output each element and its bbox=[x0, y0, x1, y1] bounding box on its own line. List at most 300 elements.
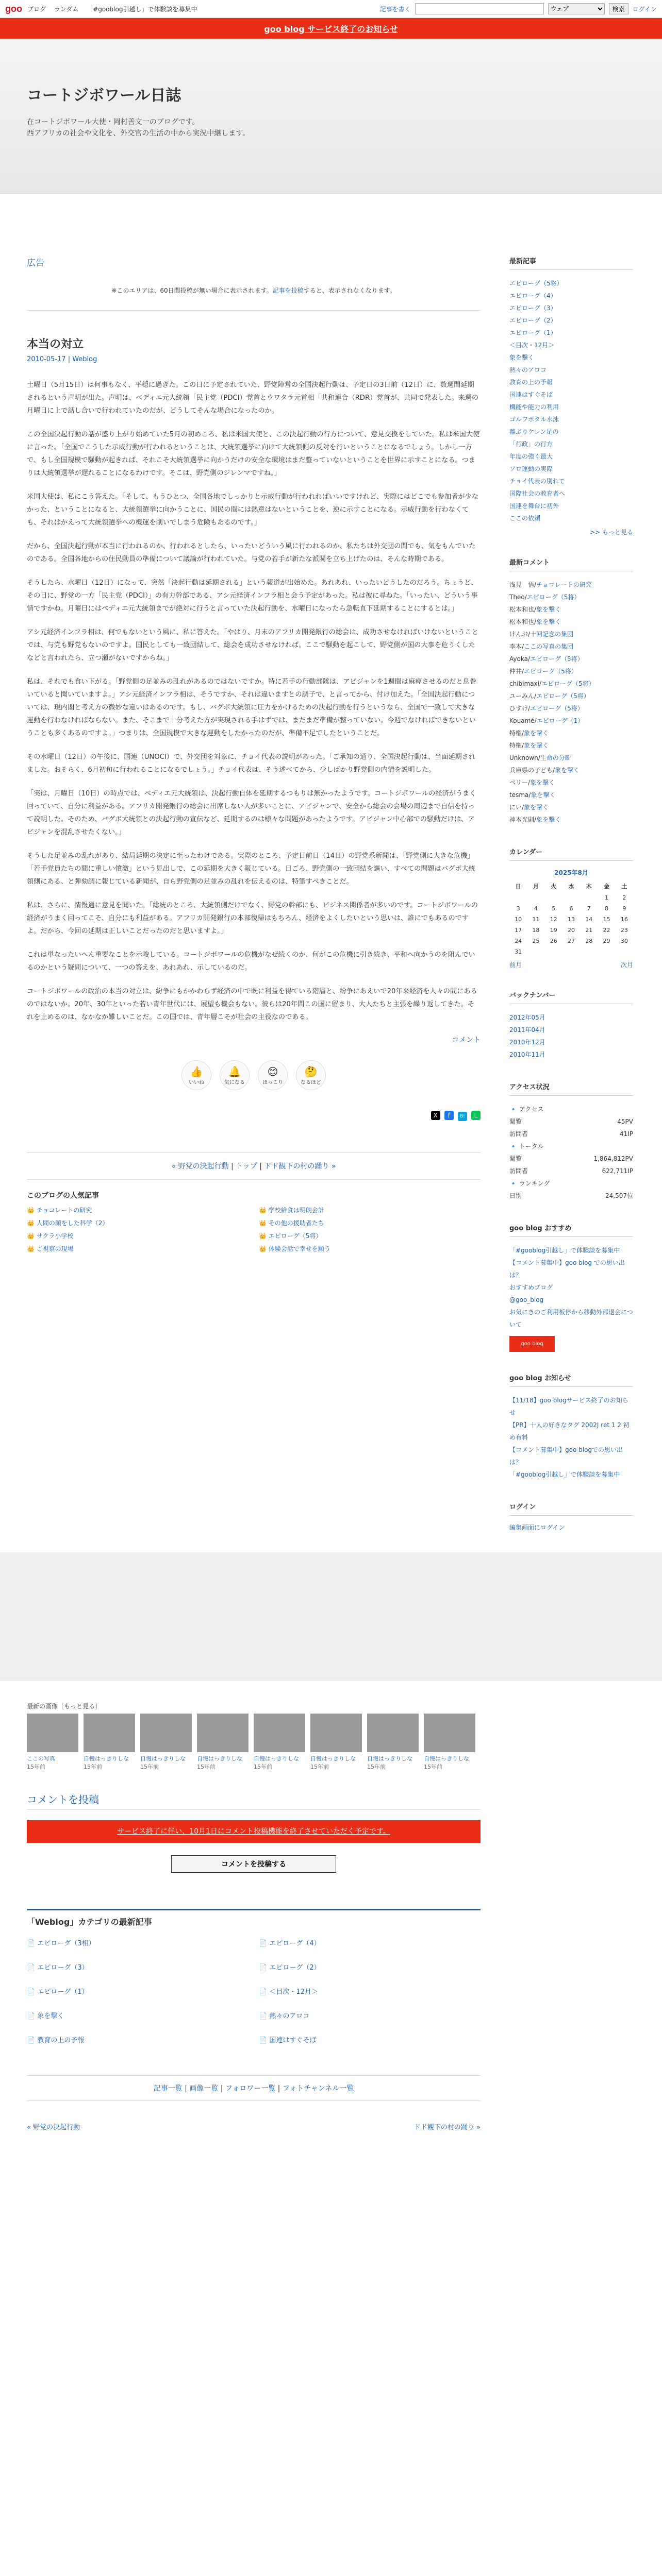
bell-icon: 🔔 bbox=[228, 1065, 241, 1078]
category-entry[interactable]: 📄 国連はすぐそば bbox=[259, 2035, 481, 2044]
recent-image[interactable] bbox=[254, 1714, 305, 1771]
calendar-day bbox=[527, 892, 544, 903]
category-entry[interactable]: 📄 熱々のアロコ bbox=[259, 2010, 481, 2020]
comment-author: chibimaxi bbox=[509, 680, 539, 687]
calendar-day[interactable]: 14 bbox=[585, 916, 593, 923]
calendar-table bbox=[509, 880, 633, 957]
comment-entry-link[interactable]: エピローグ（1） bbox=[536, 717, 584, 724]
comment-item: 神本光則/象を撃く bbox=[509, 816, 561, 823]
calendar-day[interactable]: 1 bbox=[605, 894, 609, 901]
weekday-header: 日 bbox=[515, 883, 521, 890]
access-label: 日別 bbox=[509, 1192, 522, 1199]
popular-item[interactable]: 👑 チョコレートの研究 bbox=[27, 1206, 249, 1214]
calendar-day[interactable]: 4 bbox=[534, 905, 538, 912]
comment-author: 松本和也 bbox=[509, 606, 535, 613]
line-share-icon[interactable]: L bbox=[471, 1111, 481, 1120]
calendar-week bbox=[509, 936, 633, 946]
access-total-label: トータル bbox=[519, 1143, 544, 1150]
access-row bbox=[509, 1165, 633, 1177]
goo-recommend-item[interactable]: @goo_blog bbox=[509, 1296, 544, 1303]
blog-title[interactable]: コートジボワール日誌 bbox=[27, 87, 181, 105]
calendar-title: カレンダー bbox=[509, 846, 633, 861]
comment-entry-link[interactable]: ここの写真の集団 bbox=[524, 643, 574, 650]
reaction-insight-button[interactable] bbox=[296, 1060, 326, 1090]
comment-entry-link[interactable]: 象を撃く bbox=[555, 767, 580, 774]
smile-icon: 😊 bbox=[267, 1065, 278, 1078]
search-scope-select[interactable] bbox=[548, 3, 605, 14]
comment-author: Theo bbox=[509, 594, 525, 601]
comment-item: 李本/ここの写真の集団 bbox=[509, 643, 574, 650]
calendar-day[interactable]: 10 bbox=[515, 916, 522, 923]
calendar-day[interactable]: 30 bbox=[620, 938, 628, 944]
popular-entries bbox=[27, 1190, 481, 1253]
calendar-day[interactable]: 27 bbox=[567, 938, 575, 944]
entry-paragraph: だから、全国決起行動が本当に行われるのか、行われるとしたら、いったいどういう風に行われるのか、私たちは外交団の間でも、気をもんでいたのである。全国各地からの住民動員の準備について議論が行われていた。与党の若手が新たな派閥を立ち上げたのは、そんな時期である。 bbox=[27, 543, 476, 563]
login-title: ログイン bbox=[509, 1501, 633, 1516]
comment-author: 特権 bbox=[509, 730, 522, 737]
images-list-link[interactable]: 画像一覧 bbox=[189, 2084, 219, 2093]
calendar-day[interactable]: 24 bbox=[515, 938, 522, 944]
sidebar-recent bbox=[509, 256, 633, 536]
calendar-day[interactable]: 18 bbox=[532, 927, 540, 934]
thumb-date: 15年前 bbox=[424, 1764, 442, 1770]
ad-post-link[interactable]: 記事を投稿 bbox=[272, 287, 304, 294]
share-buttons bbox=[27, 1111, 481, 1121]
popular-title: このブログの人気記事 bbox=[27, 1192, 99, 1200]
comment-entry-link[interactable]: 象を撃く bbox=[524, 804, 549, 811]
comment-entry-link[interactable]: 象を撃く bbox=[536, 606, 561, 613]
backnumber-item[interactable]: 2011年04月 bbox=[509, 1026, 545, 1033]
photo-thumbnail bbox=[84, 1714, 135, 1752]
entry-paragraph: そうした足並みの乱れがあり、結局延期の決定に至ったわけである。実際のところ、予定日前日（14日）の野党系新聞は、「野党側に大きな危機」「若手党員たちの間に重しい憤激」という見出しで、この延期を大きく報じている。日ごろ、野党側の一致団結を謳い、すべての問題はバグボ大統領側にある、と弾劾調に報じている新聞が、自ら野党側の足並みの乱れを伝えるのは、特筆すべきことだ。 bbox=[27, 852, 475, 886]
thumb-caption: 自慢はっきりしな bbox=[424, 1755, 469, 1762]
sidebar-news bbox=[509, 1372, 633, 1481]
entry-paragraph: 米国大使は、私にこう答えた。「そして、もうひとつ、全国各地でしっかりと示威行動が行われればいいですけれど、実際にはどこでも参加者が少なかった、ということになると、大統領選挙に向かうことに、国民の間には熱意はないということを、逆に示すことになる。示威行動を行わなくても、それはかえって大統領選挙への機運を削いでしまう危険もあるのです。」 bbox=[27, 493, 478, 527]
comment-entry-link[interactable]: 十回記念の集団 bbox=[530, 631, 574, 638]
backnumber-item[interactable]: 2010年11月 bbox=[509, 1051, 545, 1058]
comment-author: 神本光則 bbox=[509, 816, 535, 823]
calendar-day[interactable]: 12 bbox=[550, 916, 557, 923]
access-label: 訪問者 bbox=[509, 1167, 528, 1175]
comment-author: ベリー bbox=[509, 779, 528, 786]
comment-entry-link[interactable]: 生命の分断 bbox=[540, 754, 571, 761]
calendar-day[interactable]: 13 bbox=[567, 916, 575, 923]
comment-item: にい/象を撃く bbox=[509, 804, 549, 811]
comment-entry-link[interactable]: 象を撃く bbox=[531, 791, 556, 799]
comment-author: 浅見 悟 bbox=[509, 581, 535, 588]
weekday-header: 土 bbox=[621, 883, 627, 890]
service-end-notice[interactable]: goo blog サービス終了のお知らせ bbox=[0, 18, 662, 39]
calendar-day[interactable]: 9 bbox=[622, 905, 626, 912]
thumbs-up-icon: 👍 bbox=[190, 1065, 203, 1078]
recent-item[interactable]: 教育の上の予報 bbox=[509, 379, 553, 386]
calendar-prev-link[interactable]: 前月 bbox=[509, 961, 522, 969]
ad-note-text: すると、表示されなくなります。 bbox=[303, 287, 396, 294]
footer-links: 記事一覧 | 画像一覧 | フォロワー一覧 | フォトチャンネル一覧 bbox=[27, 2075, 481, 2101]
calendar-day bbox=[509, 892, 527, 903]
news-item[interactable]: 【PR】十人の好きなタグ 2002J ret 1 2 初め有料 bbox=[509, 1421, 630, 1441]
nav-random[interactable]: ランダム bbox=[54, 5, 79, 13]
recent-item[interactable]: ＜目次・12月＞ bbox=[509, 342, 555, 349]
photo-thumbnail bbox=[310, 1714, 362, 1752]
recent-more-link[interactable]: >> もっと見る bbox=[590, 529, 633, 536]
access-row bbox=[509, 1190, 633, 1202]
sidebar-access bbox=[509, 1081, 633, 1202]
weekday-header: 金 bbox=[604, 883, 610, 890]
entries-list-link[interactable]: 記事一覧 bbox=[153, 2084, 183, 2093]
entry-paragraph: 土曜日（5月15日）は何事もなく、平穏に過ぎた。この日に予定されていた、野党陣営の全国決起行動は、予定日の3日前（12日）に、数週間延期されるという声明が出た。声明は、ベディエ元大統領「民主党（PDCI）党首とウワタラ元首相「共和連合（RDR）党首が、共同で発表した。来週の月曜日に上で話し合いで行われていたのだが、どうしてそんな場合になったのか。 bbox=[27, 381, 479, 415]
recent-image[interactable] bbox=[367, 1714, 419, 1771]
calendar-day[interactable]: 19 bbox=[550, 927, 557, 934]
calendar-week bbox=[509, 914, 633, 925]
comment-item: Unknown/生命の分断 bbox=[509, 754, 571, 761]
calendar-day bbox=[616, 946, 633, 957]
category-entry[interactable]: 📄 教育の上の予報 bbox=[27, 2035, 249, 2044]
goo-recommend-item[interactable]: 【コメント募集中】goo blog での思い出は？ bbox=[509, 1259, 625, 1279]
calendar-day[interactable]: 16 bbox=[620, 916, 628, 923]
goo-blog-badge[interactable]: goo blog bbox=[509, 1336, 555, 1352]
entry-paragraph: コートジボワールの政治の本当の対立は、紛争にもかかわらず経済の中で既に利益を得ている階層と、紛争にあえいで20年来経済を人々の間にあるのではないか。20年、30年といった若い青年世代には、展望も機会もない。彼らは20年間この国に留まり、大人たちと主張を繰り返してきた。それを止めるのは、なかなか難しいことだ。この国では、青年層こそが社会の主役なのである。 bbox=[27, 988, 477, 1021]
entry-date[interactable]: 2010-05-17 bbox=[27, 355, 66, 363]
recent-item[interactable]: チョイ代表の別れて bbox=[509, 478, 565, 485]
comment-item: chibimaxi/エピローグ（5将） bbox=[509, 680, 595, 687]
entry-pager: « 野党の決起行動 | トップ | ドド観下の村の踊り » bbox=[27, 1152, 481, 1180]
recent-item[interactable]: エピローグ（3） bbox=[509, 304, 557, 312]
thumb-date: 15年前 bbox=[367, 1764, 386, 1770]
access-rank-label: ランキング bbox=[519, 1180, 550, 1187]
comment-author: Ayoka bbox=[509, 655, 528, 663]
category-entry[interactable]: 📄 象を撃く bbox=[27, 2010, 249, 2020]
goo-recommend-item[interactable]: 「#gooblog引越し」で体験談を募集中 bbox=[509, 1247, 620, 1254]
comment-item: Ayoka/エピローグ（5将） bbox=[509, 655, 584, 663]
sidebar bbox=[509, 256, 633, 1552]
comment-author: 特権 bbox=[509, 742, 522, 749]
thumb-caption: 自慢はっきりしな bbox=[254, 1755, 299, 1762]
next-entry-link[interactable]: ドド観下の村の踊り » bbox=[264, 1162, 336, 1171]
entry-paragraph: そうしたら、水曜日（12日）になって、突然「決起行動は延期される」という報道が出始めた。あれあれ、いったいどうしたのだろう。ちょうど、その日に、野党の一方「民主党（PDCI）」の有力幹部である、アシ元経済インフラ相と会う予定があった。私は彼に尋ねた。「いったい、どういう事情ですかね。月曜日にはベディエ元大統領までが絶対に行うと言っていた決起行動を、水曜日になったら急転直下延期することにするとは。」 bbox=[27, 579, 478, 613]
prev-entry-link[interactable]: « 野党の決起行動 bbox=[171, 1162, 229, 1171]
comment-author: にい bbox=[509, 804, 522, 811]
news-item[interactable]: 【11/18】goo blogサービス終了のお知らせ bbox=[509, 1397, 628, 1416]
comment-author: Kouamé bbox=[509, 717, 535, 724]
recent-item[interactable]: 離ぶりケレン足の bbox=[509, 428, 559, 435]
news-item[interactable]: 「#gooblog引越し」で体験談を募集中 bbox=[509, 1471, 620, 1478]
comment-author: tesma bbox=[509, 791, 529, 799]
comment-item: ひすけ/エピローグ（5将） bbox=[509, 705, 584, 712]
reaction-label: ほっこり bbox=[262, 1079, 283, 1086]
comment-entry-link[interactable]: エピローグ（5将） bbox=[524, 668, 577, 675]
calendar-day bbox=[598, 946, 615, 957]
entry-meta: 2010-05-17 | Weblog bbox=[27, 355, 97, 363]
nav-campaign[interactable]: 「#gooblog引越し」で体験談を募集中 bbox=[87, 5, 197, 13]
comment-entry-link[interactable]: エピローグ（5将） bbox=[541, 680, 595, 687]
thumb-date: 15年前 bbox=[84, 1764, 102, 1770]
weekday-header: 火 bbox=[551, 883, 557, 890]
calendar-day[interactable]: 15 bbox=[603, 916, 610, 923]
comment-entry-link[interactable]: 象を撃く bbox=[530, 779, 555, 786]
ad-note bbox=[27, 281, 481, 311]
category-entry[interactable]: 📄 エピローグ（2） bbox=[259, 1962, 481, 1972]
comment-entry-link[interactable]: エピローグ（5将） bbox=[530, 705, 584, 712]
comment-author: ひすけ bbox=[509, 705, 528, 712]
calendar-day[interactable]: 5 bbox=[552, 905, 556, 912]
footer-pager bbox=[27, 2122, 481, 2131]
calendar-week bbox=[509, 946, 633, 957]
category-entry[interactable]: 📄 エピローグ（3相） bbox=[27, 1938, 249, 1947]
comment-author: 仲井 bbox=[509, 668, 522, 675]
calendar-day[interactable]: 7 bbox=[587, 905, 591, 912]
top-link[interactable]: トップ bbox=[236, 1162, 257, 1171]
comment-entry-link[interactable]: 象を撃く bbox=[536, 816, 561, 823]
comment-post-title: コメントを投稿 bbox=[27, 1791, 481, 1810]
thumb-caption: ここの写真 bbox=[27, 1755, 55, 1762]
access-head: 🔹 アクセス bbox=[509, 1106, 544, 1113]
entry-category[interactable]: Weblog bbox=[72, 355, 97, 363]
thumb-date: 15年前 bbox=[310, 1764, 329, 1770]
calendar-day bbox=[562, 946, 580, 957]
thumb-caption: 自慢はっきりしな bbox=[367, 1755, 412, 1762]
recent-image[interactable] bbox=[424, 1714, 475, 1771]
recent-item[interactable]: 象を撃く bbox=[509, 354, 535, 361]
comment-item: 仲井/エピローグ（5将） bbox=[509, 668, 577, 675]
comment-closed-notice[interactable]: サービス終了に伴い、10月1日にコメント投稿機能を終了させていただく予定です。 bbox=[27, 1820, 481, 1843]
calendar-day[interactable]: 8 bbox=[605, 905, 609, 912]
reaction-label: いいね bbox=[189, 1079, 204, 1086]
comment-author: 兵庫県の子ども bbox=[509, 767, 553, 774]
followers-list-link[interactable]: フォロワー一覧 bbox=[225, 2084, 276, 2093]
entry-paragraph: アシ元経済インフラ相は、何でもないという風に、私に答えた。「やはり、月末のアフリカ開発銀行の総会は、成功させなければいけないということでは、与党も野党もないのですよ。国民としても一致団結して、総会を成功させなければ。ここで騒動を起こして、野党側が国の大事を危うくしたなどと言われたら、立つ瀬がないですからね。」 bbox=[27, 629, 478, 662]
comment-author: ユーみん bbox=[509, 692, 535, 700]
entry-paragraph: 私は、さらに、情報通に意見を聞いた。「総統のところ、大統領側だけでなく、野党の幹部にも、ビジネス関係者が多いのです。コートジボワールの経済がうまく回ってこそ、自分にも利益がある。アフリカ開発銀行の本部復帰はもちろん、経済をよくしたいという思いは、誰にでもあるのですよ。だから、今回の延期は正しいことだったのだと思いますよ。」 bbox=[27, 902, 478, 935]
recent-item[interactable]: 年度の強く最大 bbox=[509, 453, 553, 460]
comment-item: Kouamé/エピローグ（1） bbox=[509, 717, 584, 724]
recent-item[interactable]: エピローグ（1） bbox=[509, 329, 557, 336]
recent-item[interactable]: 国連はすぐそば bbox=[509, 391, 553, 398]
photo-thumbnail bbox=[140, 1714, 192, 1752]
goo-logo[interactable]: goo bbox=[5, 3, 22, 14]
recent-item[interactable]: 熱々のアロコ bbox=[509, 366, 547, 374]
comment-entry-link[interactable]: チョコレートの研究 bbox=[536, 581, 592, 588]
calendar-month: 2025年8月 bbox=[554, 869, 588, 876]
recent-images-label[interactable]: 最新の画像［もっと見る］ bbox=[27, 1703, 102, 1710]
calendar-day[interactable]: 23 bbox=[620, 927, 628, 934]
calendar-day[interactable]: 3 bbox=[516, 905, 520, 912]
reaction-buttons bbox=[27, 1060, 481, 1090]
comment-author: けんお bbox=[509, 631, 528, 638]
calendar-day bbox=[527, 946, 544, 957]
recent-item[interactable]: 機能や能力の利用 bbox=[509, 403, 559, 411]
recent-item[interactable]: ゴルフボタル水泳 bbox=[509, 416, 559, 423]
category-entry[interactable]: 📄 エピローグ（3） bbox=[27, 1962, 249, 1972]
access-label: 閲覧 bbox=[509, 1155, 522, 1162]
search-input[interactable] bbox=[415, 3, 544, 14]
sidebar-calendar bbox=[509, 846, 633, 969]
calendar-day[interactable]: 11 bbox=[532, 916, 540, 923]
entry-paragraph: 「実は、月曜日（10日）の時点では、ベディエ元大統領は、決起行動自体を延期するつもりは無かったようです。コートジボワールの経済がうまく回っていて、自分に利益がある。アフリカ開発銀行の総会に出席しない人が多いことに、アビジャンで、安全から総会の会場の周辺まで自信を持って説明した。そのため、バグボ大統領との決起行動の宣伝など、延期するのは様々な問題があったようです。アビジャン中心部での騒動だけは、アビジャンを混乱させたくない。」 bbox=[27, 790, 476, 836]
entry-body bbox=[27, 379, 481, 1024]
calendar-day[interactable]: 25 bbox=[532, 938, 540, 944]
access-total-head: 🔹 トータル bbox=[509, 1143, 544, 1150]
facebook-share-icon[interactable]: f bbox=[444, 1111, 454, 1120]
reaction-curious-button[interactable] bbox=[220, 1060, 250, 1090]
recent-image[interactable] bbox=[197, 1714, 249, 1771]
comment-entry-link[interactable]: 象を撃く bbox=[536, 618, 561, 625]
calendar-day bbox=[545, 892, 562, 903]
comment-item: ユーみん/エピローグ（5将） bbox=[509, 692, 590, 700]
calendar-day[interactable]: 21 bbox=[585, 927, 593, 934]
calendar-day[interactable]: 26 bbox=[550, 938, 557, 944]
comment-author: 李本 bbox=[509, 643, 522, 650]
calendar-week bbox=[509, 925, 633, 936]
thumb-date: 15年前 bbox=[197, 1764, 216, 1770]
recent-item[interactable]: エピローグ（5将） bbox=[509, 280, 563, 287]
footer-prev-link[interactable]: « 野党の決起行動 bbox=[27, 2124, 80, 2131]
ad-label: 広告 bbox=[27, 258, 44, 268]
comment-item: tesma/象を撃く bbox=[509, 791, 556, 799]
calendar-day[interactable]: 28 bbox=[585, 938, 593, 944]
access-value: 45PV bbox=[617, 1118, 633, 1125]
post-comment-button[interactable]: コメントを投稿する bbox=[171, 1855, 336, 1873]
comment-author: Unknown bbox=[509, 754, 538, 761]
calendar-day[interactable]: 17 bbox=[515, 927, 522, 934]
reaction-label: 気になる bbox=[224, 1079, 245, 1086]
recent-item[interactable]: エピローグ（4） bbox=[509, 292, 557, 299]
popular-item[interactable]: 👑 学校給食は明朗会計 bbox=[259, 1206, 481, 1214]
comment-item: 松本和也/象を撃く bbox=[509, 606, 561, 613]
recent-image[interactable] bbox=[84, 1714, 135, 1771]
comment-author: 松本和也 bbox=[509, 618, 535, 625]
goo-recommend-item[interactable]: お気にきのご利用板停から移動外部退会について bbox=[509, 1309, 633, 1328]
backnumber-title: バックナンバー bbox=[509, 990, 633, 1004]
blog-header bbox=[0, 39, 662, 194]
calendar-day[interactable]: 29 bbox=[603, 938, 610, 944]
calendar-day[interactable]: 2 bbox=[622, 894, 626, 901]
x-share-icon[interactable]: X bbox=[431, 1111, 440, 1120]
access-value: 41IP bbox=[619, 1130, 633, 1138]
thumb-caption: 自慢はっきりしな bbox=[84, 1755, 129, 1762]
recent-item[interactable]: 国際社会の教育者へ bbox=[509, 490, 566, 497]
comment-link[interactable]: コメント bbox=[452, 1036, 481, 1044]
comment-item: 特権/象を撃く bbox=[509, 742, 549, 749]
sidebar-comments bbox=[509, 557, 633, 826]
category-entry[interactable]: 📄 ＜目次・12月＞ bbox=[259, 1986, 481, 1996]
comment-entry-link[interactable]: エピローグ（5将） bbox=[526, 594, 581, 601]
goo-recommend-title: goo blog おすすめ bbox=[509, 1223, 633, 1237]
calendar-day[interactable]: 31 bbox=[515, 948, 522, 955]
access-title: アクセス状況 bbox=[509, 1081, 633, 1096]
calendar-day bbox=[580, 892, 598, 903]
backnumber-item[interactable]: 2010年12月 bbox=[509, 1039, 545, 1046]
calendar-day[interactable]: 22 bbox=[603, 927, 610, 934]
popular-item[interactable]: 👑 サクラ小学校 bbox=[27, 1231, 249, 1240]
thumb-caption: 自慢はっきりしな bbox=[197, 1755, 242, 1762]
photo-thumbnail bbox=[367, 1714, 419, 1752]
calendar-day bbox=[562, 892, 580, 903]
access-rank-head: 🔹 ランキング bbox=[509, 1180, 550, 1187]
recent-image[interactable] bbox=[310, 1714, 362, 1771]
blog-description bbox=[27, 116, 635, 139]
reaction-like-button[interactable] bbox=[181, 1060, 211, 1090]
photo-channel-link[interactable]: フォトチャンネル一覧 bbox=[282, 2084, 354, 2093]
photo-thumbnail bbox=[424, 1714, 475, 1752]
calendar-day bbox=[580, 946, 598, 957]
comment-item: Theo/エピローグ（5将） bbox=[509, 594, 581, 601]
entry-paragraph: これは単なったいへん重要なことを示唆している。コートジボワールの危機がなぜ続くのか、何がこの危機に引き続き、平和へ向かうのを阻んでいるのかという疑問について、一つの答えを、あれあれ、示しているのだ。 bbox=[27, 951, 475, 972]
access-label: 訪問者 bbox=[509, 1130, 528, 1138]
weekday-header: 月 bbox=[533, 883, 539, 890]
thumb-date: 15年前 bbox=[140, 1764, 159, 1770]
popular-item[interactable]: 👑 人間の顔をした科学（2） bbox=[27, 1218, 249, 1227]
news-title: goo blog お知らせ bbox=[509, 1372, 633, 1387]
global-topbar bbox=[0, 0, 662, 18]
lower-section bbox=[27, 1702, 481, 2131]
reaction-label: なるほど bbox=[301, 1079, 321, 1086]
calendar-day[interactable]: 20 bbox=[567, 927, 575, 934]
recent-image[interactable] bbox=[140, 1714, 192, 1771]
hatena-share-icon[interactable]: B! bbox=[458, 1112, 467, 1121]
backnumber-item[interactable]: 2012年05月 bbox=[509, 1014, 545, 1021]
access-head-label: アクセス bbox=[519, 1106, 544, 1113]
search-button[interactable]: 検索 bbox=[609, 3, 628, 14]
login-link[interactable]: ログイン bbox=[632, 5, 657, 13]
calendar-next-link[interactable]: 次月 bbox=[620, 961, 633, 969]
popular-item[interactable]: 👑 体験会話で幸せを願う bbox=[259, 1244, 481, 1253]
access-value: 1,864,812PV bbox=[593, 1155, 633, 1162]
news-item[interactable]: 【コメント募集中】goo blogでの思い出は？ bbox=[509, 1446, 623, 1466]
entry-paragraph: その水曜日（12日）の午後に、国連（UNOCI）で、外交団を対象に、チョイ代表の説明があった。「ご承知の通り、全国決起行動は、当面延期されました。おそらく、6月初旬に行われることになるでしょう。」チョイ代表は、そう述べてから、少しばかり野党側の内情を説明した。 bbox=[27, 753, 476, 774]
comment-entry-link[interactable]: エピローグ（5将） bbox=[529, 655, 584, 663]
sidebar-login bbox=[509, 1501, 633, 1532]
goo-recommend-item[interactable]: おすすめブログ bbox=[509, 1284, 553, 1291]
category-entry[interactable]: 📄 エピローグ（4） bbox=[259, 1938, 481, 1947]
recent-item[interactable]: エピローグ（2） bbox=[509, 317, 557, 324]
ad-note-text: ※このエリアは、60日間投稿が無い場合に表示されます。 bbox=[111, 287, 273, 294]
category-entry[interactable]: 📄 エピローグ（1） bbox=[27, 1986, 249, 1996]
popular-item[interactable]: 👑 エピローグ（5将） bbox=[259, 1231, 481, 1240]
popular-item[interactable]: 👑 その他の援助者たち bbox=[259, 1218, 481, 1227]
write-post-link[interactable]: 記事を書く bbox=[379, 5, 411, 13]
reaction-warm-button[interactable] bbox=[258, 1060, 288, 1090]
grey-ad-band bbox=[0, 1552, 662, 1681]
comment-entry-link[interactable]: 象を撃く bbox=[524, 742, 549, 749]
comment-entry-link[interactable]: 象を撃く bbox=[524, 730, 549, 737]
blog-desc-line: 西アフリカの社会や文化を、外交官の生活の中から実況中継します。 bbox=[27, 129, 250, 138]
calendar-week bbox=[509, 892, 633, 903]
photo-thumbnail bbox=[197, 1714, 249, 1752]
recent-image[interactable] bbox=[27, 1714, 78, 1771]
recent-item[interactable]: ソロ運動の実際 bbox=[509, 465, 553, 472]
sidebar-goo-recommend bbox=[509, 1223, 633, 1352]
sidebar-comments-title: 最新コメント bbox=[509, 557, 633, 571]
recent-item[interactable]: ここの依頼 bbox=[509, 515, 541, 522]
nav-blog[interactable]: ブログ bbox=[27, 5, 46, 13]
popular-item[interactable]: 👑 ご視察の現場 bbox=[27, 1244, 249, 1253]
access-row bbox=[509, 1115, 633, 1128]
category-latest-title: 「Weblog」カテゴリの最新記事 bbox=[27, 1917, 152, 1927]
comment-entry-link[interactable]: エピローグ（5将） bbox=[536, 692, 590, 700]
comment-item: 兵庫県の子ども/象を撃く bbox=[509, 767, 580, 774]
recent-item[interactable]: 「行政」の行方 bbox=[509, 440, 553, 448]
calendar-day[interactable]: 6 bbox=[569, 905, 573, 912]
thumb-caption: 自慢はっきりしな bbox=[310, 1755, 356, 1762]
thinking-icon: 🤔 bbox=[304, 1065, 318, 1078]
admin-login-link[interactable]: 編集画面にログイン bbox=[509, 1524, 565, 1531]
category-latest bbox=[27, 1909, 481, 2044]
footer-next-link[interactable]: ドド観下の村の踊り » bbox=[413, 2124, 481, 2131]
entry-title: 本当の対立 bbox=[27, 338, 84, 351]
entry-paragraph: この全国決起行動の話が盛り上がり始めていた5月の初めころ、私は米国大使と、この決起行動の行方について、意見交換をしていた。私は米国大使に言った。「全国でこうした示威行動が行われるということは、大統領選挙に向けて大統領側の反対を行いということになるでしょう。しかし一方で、もし全国規模で騒動が起きれば、それこそ大統領選挙に向かうだけの安全な環境はまだ整っていないということを世界に示すことになる。つまりは大統領選挙が遅れることになるわけです。そこは、野党側のジレンマですね。」 bbox=[27, 431, 480, 477]
recent-item[interactable]: 国連を舞台に初外 bbox=[509, 502, 559, 510]
